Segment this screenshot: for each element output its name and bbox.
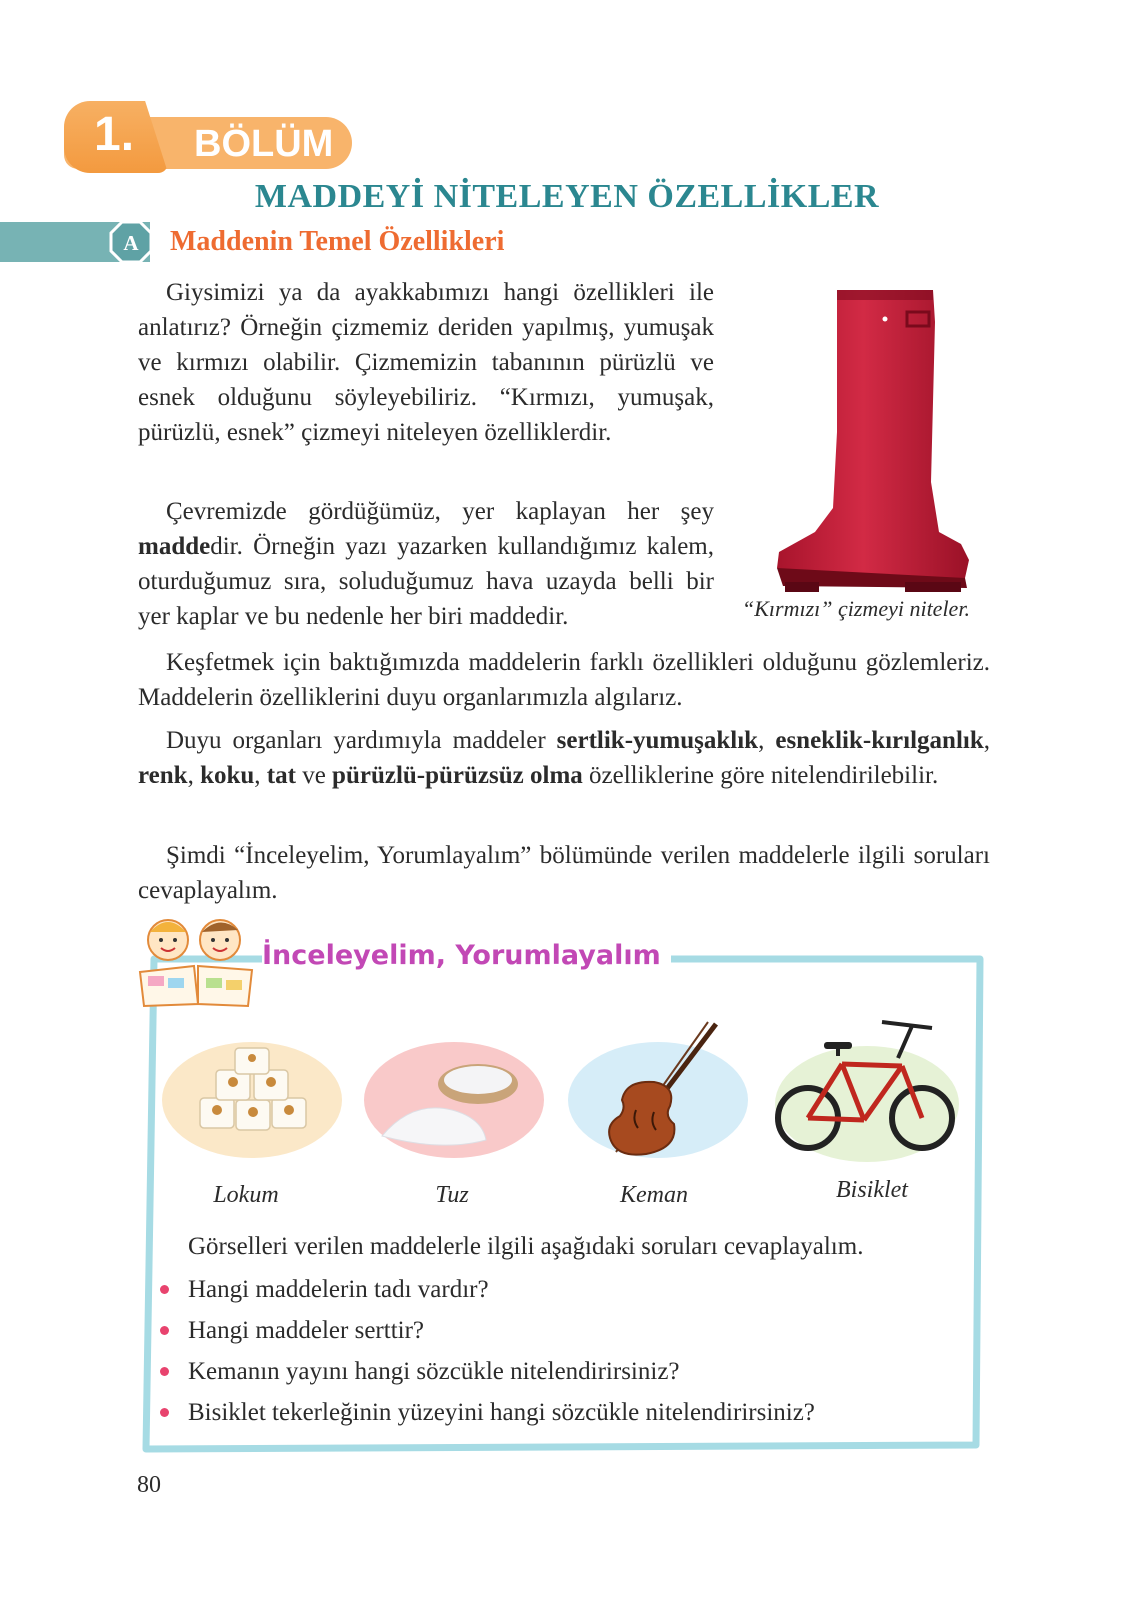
paragraph-2 (138, 494, 714, 634)
paragraph-5: Şimdi “İnceleyelim, Yorumlayalım” bölümünde verilen maddelerle ilgili soruları cevaplayalım. (138, 842, 990, 904)
page-number: 80 (137, 1472, 161, 1498)
red-boot-image (755, 282, 995, 612)
p4-bold: koku (200, 762, 255, 789)
p4-text: özelliklerine göre nitelendirilebilir. (582, 762, 939, 789)
item-label-lokum: Lokum (213, 1182, 279, 1208)
p4-bold: pürüzlü-pürüzsüz olma (332, 762, 583, 789)
item-label-keman: Keman (620, 1182, 688, 1208)
section-badge (109, 220, 153, 264)
p4-text: ve (295, 762, 333, 789)
item-label-bisiklet: Bisiklet (836, 1177, 908, 1203)
paragraph-1: Giysimizi ya da ayakkabımızı hangi özellikleri ile anlatırız? Örneğin çizmemiz deriden yapılmış, yumuşak ve kırmızı olabilir. Çizmemizin tabanının pürüzlü ve esnek olduğunu söyleyebiliriz. “Kırmızı, yumuşak, pürüzlü, esnek” çizmeyi niteleyen özelliklerdir. (138, 279, 714, 446)
question-text: Kemanın yayını hangi sözcükle nitelendirirsiniz? (188, 1358, 680, 1385)
section-title: Maddenin Temel Özellikleri (170, 226, 505, 257)
item-label-tuz: Tuz (435, 1182, 469, 1208)
activity-title: İnceleyelim, Yorumlayalım (262, 940, 671, 971)
question-item (158, 1273, 958, 1314)
p4-text: , (758, 727, 776, 754)
question-item (158, 1355, 958, 1396)
boot-caption: “Kırmızı” çizmeyi niteler. (742, 596, 970, 621)
paragraph-2-end: dir. Örneğin yazı yazarken kullandığımız kalem, oturduğumuz sıra, soluduğumuz hava uzayda belli bir yer kaplar ve bu nedenle her biri maddedir. (138, 533, 714, 630)
p4-bold: esneklik-kırılganlık (775, 727, 984, 754)
paragraph-3: Keşfetmek için baktığımızda maddelerin farklı özellikleri olduğunu gözlemleriz. Maddelerin özelliklerini duyu organlarımızla algılarız. (138, 649, 990, 711)
bisiklet-image (772, 1008, 962, 1166)
p4-text: Duyu organları yardımıyla maddeler (166, 727, 557, 754)
p4-text: , (187, 762, 201, 789)
chapter-number: 1. (94, 108, 135, 161)
p4-bold: renk (138, 762, 188, 789)
question-list (158, 1273, 958, 1437)
page-title: MADDEYİ NİTELEYEN ÖZELLİKLER (254, 178, 880, 215)
questions-intro: Görselleri verilen maddelerle ilgili aşağıdaki soruları cevaplayalım. (188, 1233, 864, 1260)
kids-reading-icon (134, 912, 260, 1008)
chapter-tab (64, 101, 352, 173)
chapter-label: BÖLÜM (194, 123, 334, 165)
question-text: Bisiklet tekerleğinin yüzeyini hangi sözcükle nitelendirirsiniz? (188, 1399, 815, 1426)
paragraph-2-bold: madde (138, 533, 211, 560)
section-letter: A (123, 231, 139, 255)
bullet-icon (160, 1367, 169, 1376)
p4-text: , (254, 762, 267, 789)
bullet-icon (160, 1285, 169, 1294)
bullet-icon (160, 1326, 169, 1335)
p4-bold: sertlik-yumuşaklık (556, 727, 759, 754)
p4-text: , (983, 727, 990, 754)
keman-image (566, 1020, 750, 1160)
question-item (158, 1314, 958, 1355)
paragraph-4 (138, 723, 990, 793)
p4-bold: tat (266, 762, 296, 789)
bullet-icon (160, 1408, 169, 1417)
tuz-image (362, 1040, 546, 1160)
question-text: Hangi maddelerin tadı vardır? (188, 1276, 489, 1303)
question-text: Hangi maddeler serttir? (188, 1317, 425, 1344)
question-item (158, 1396, 958, 1437)
paragraph-2-start: Çevremizde gördüğümüz, yer kaplayan her şey (166, 498, 714, 525)
lokum-image (160, 1040, 344, 1160)
